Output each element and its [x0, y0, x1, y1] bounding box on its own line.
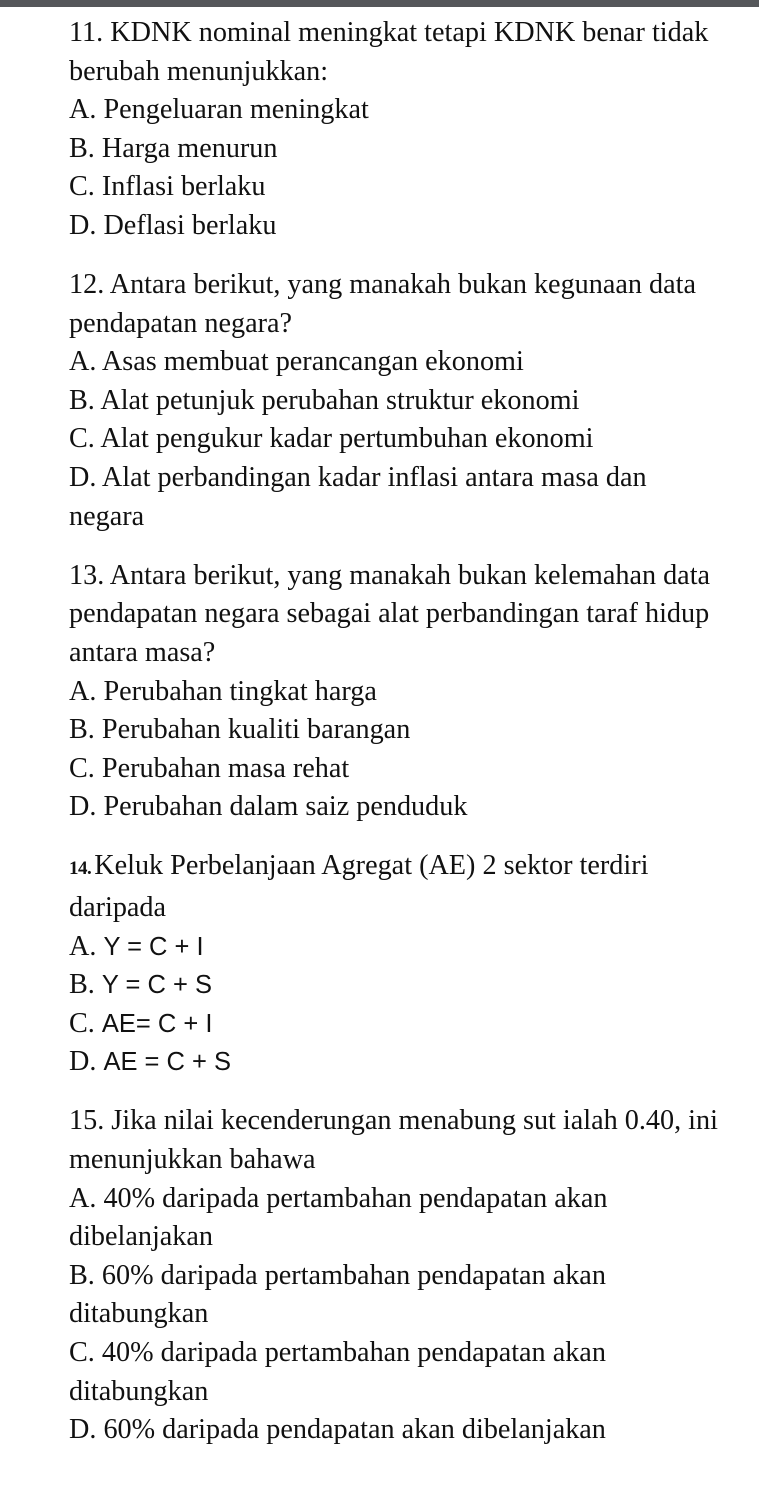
option-letter: B. — [69, 132, 95, 164]
option-letter: C. — [69, 423, 95, 455]
option-d[interactable] — [69, 1411, 719, 1450]
option-letter: A. — [69, 930, 97, 962]
question-13 — [69, 557, 719, 827]
option-c[interactable] — [69, 1334, 719, 1411]
question-number: 12. — [69, 269, 105, 301]
option-text: Perubahan tingkat harga — [103, 675, 377, 707]
option-text: Alat petunjuk perubahan struktur ekonomi — [100, 384, 580, 416]
option-text: 40% daripada pertambahan pendapatan akan ditabungkan — [69, 1337, 606, 1407]
question-stem — [69, 847, 719, 927]
option-equation: AE = C + S — [103, 1048, 232, 1077]
option-letter: B. — [69, 1259, 95, 1291]
option-equation: Y = C + S — [101, 971, 212, 1000]
option-letter: B. — [69, 714, 95, 746]
option-text: Perubahan masa rehat — [101, 752, 350, 784]
option-a[interactable] — [69, 1180, 719, 1257]
option-letter: A. — [69, 1182, 97, 1214]
option-a[interactable] — [69, 91, 719, 130]
question-number: 11. — [69, 17, 104, 48]
question-sheet — [69, 14, 719, 1470]
question-stem — [69, 14, 719, 91]
option-letter: C. — [69, 171, 95, 203]
option-text: 40% daripada pertambahan pendapatan akan dibelanjakan — [69, 1182, 608, 1253]
option-letter: D. — [69, 462, 97, 494]
option-list — [69, 1180, 719, 1450]
option-b[interactable] — [69, 966, 719, 1005]
option-b[interactable] — [69, 1257, 719, 1334]
question-stem — [69, 557, 719, 673]
option-list — [69, 928, 719, 1082]
option-text: Perubahan dalam saiz penduduk — [103, 791, 468, 823]
option-d[interactable] — [69, 207, 719, 246]
option-a[interactable] — [69, 673, 719, 712]
option-letter: B. — [69, 969, 95, 1001]
option-b[interactable] — [69, 382, 719, 421]
option-a[interactable] — [69, 343, 719, 382]
option-letter: D. — [69, 791, 97, 823]
question-stem — [69, 1102, 719, 1179]
option-text: Inflasi berlaku — [101, 171, 266, 203]
option-letter: C. — [69, 1007, 95, 1039]
option-text: Asas membuat perancangan ekonomi — [101, 346, 524, 378]
option-letter: D. — [69, 1414, 97, 1446]
option-letter: C. — [69, 1337, 95, 1368]
option-equation: AE= C + I — [101, 1009, 213, 1038]
option-text: Harga menurun — [101, 132, 278, 164]
option-d[interactable] — [69, 788, 719, 827]
option-list — [69, 673, 719, 827]
option-text: Alat perbandingan kadar inflasi antara masa dan negara — [69, 462, 647, 532]
question-11 — [69, 14, 719, 246]
option-text: Pengeluaran meningkat — [103, 94, 369, 126]
option-text: Perubahan kualiti barangan — [101, 714, 411, 746]
option-text: Deflasi berlaku — [103, 209, 277, 241]
option-c[interactable] — [69, 168, 719, 207]
top-edge-bar — [0, 0, 759, 7]
question-number: 14. — [69, 858, 92, 880]
option-text: 60% daripada pendapatan akan dibelanjakan — [103, 1414, 606, 1446]
question-text: Antara berikut, yang manakah bukan kelemahan data pendapatan negara sebagai alat perbandingan taraf hidup antara masa? — [69, 559, 711, 668]
option-d[interactable] — [69, 459, 719, 536]
option-letter: C. — [69, 752, 95, 784]
question-15 — [69, 1102, 719, 1449]
question-stem — [69, 266, 719, 343]
question-text: Keluk Perbelanjaan Agregat (AE) 2 sektor terdiri daripada — [69, 850, 649, 923]
question-number: 15. — [69, 1105, 105, 1137]
option-equation: Y = C + I — [103, 932, 204, 961]
question-text: KDNK nominal meningkat tetapi KDNK benar tidak berubah menunjukkan: — [69, 17, 709, 87]
question-text: Antara berikut, yang manakah bukan kegunaan data pendapatan negara? — [69, 269, 696, 339]
option-b[interactable] — [69, 711, 719, 750]
option-a[interactable] — [69, 928, 719, 967]
option-letter: A. — [69, 675, 97, 707]
option-c[interactable] — [69, 750, 719, 789]
option-letter: D. — [69, 1046, 97, 1078]
option-b[interactable] — [69, 130, 719, 169]
option-letter: A. — [69, 346, 97, 378]
question-14 — [69, 847, 719, 1082]
option-c[interactable] — [69, 1005, 719, 1044]
option-d[interactable] — [69, 1043, 719, 1082]
option-letter: A. — [69, 94, 97, 126]
option-letter: B. — [69, 384, 95, 416]
question-number: 13. — [69, 559, 105, 591]
option-text: 60% daripada pertambahan pendapatan akan ditabungkan — [69, 1259, 606, 1330]
question-text: Jika nilai kecenderungan menabung sut ialah 0.40, ini menunjukkan bahawa — [69, 1105, 718, 1176]
question-12 — [69, 266, 719, 536]
option-text: Alat pengukur kadar pertumbuhan ekonomi — [100, 423, 594, 455]
option-letter: D. — [69, 209, 97, 241]
option-list — [69, 91, 719, 245]
option-c[interactable] — [69, 420, 719, 459]
option-list — [69, 343, 719, 536]
